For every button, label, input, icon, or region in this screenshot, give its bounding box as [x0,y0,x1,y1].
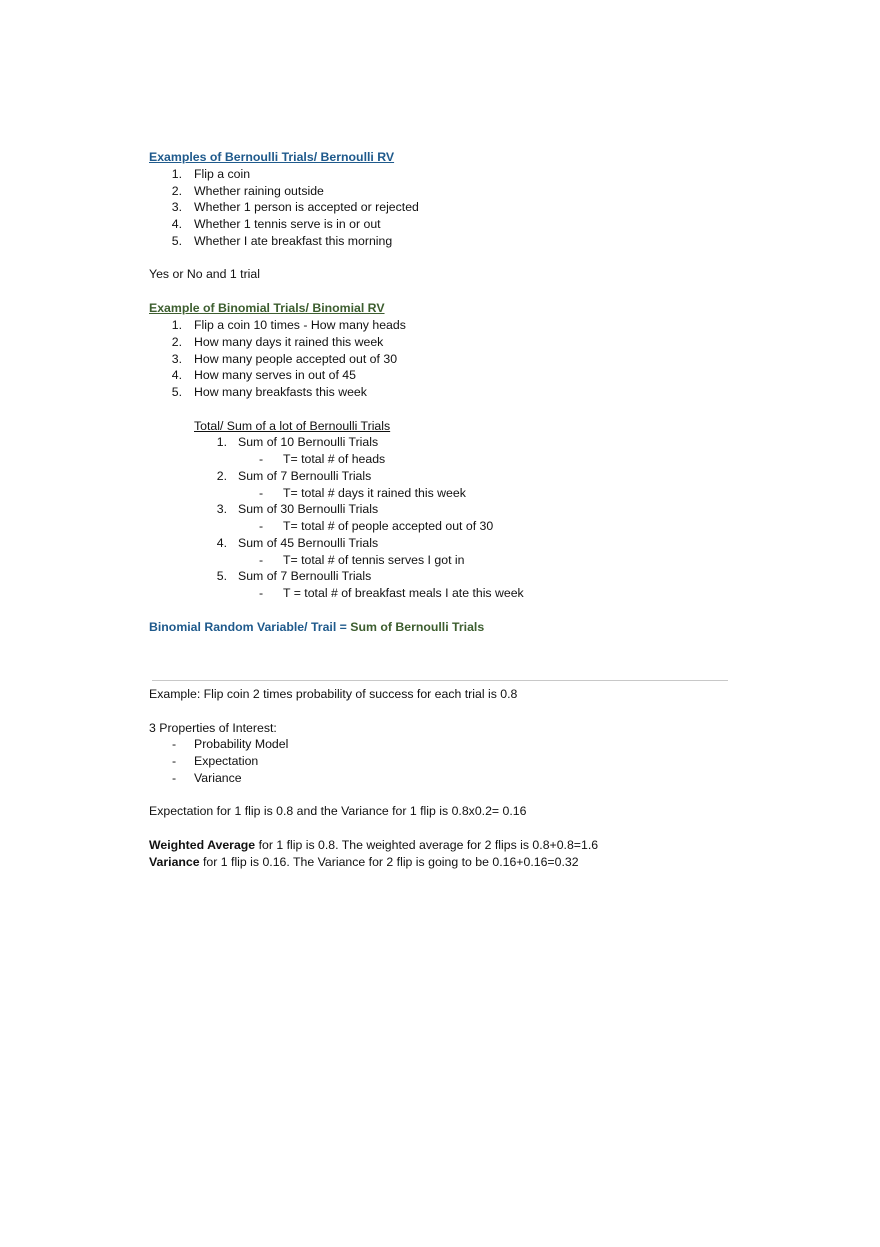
expectation-line: Expectation for 1 flip is 0.8 and the Variance for 1 flip is 0.8x0.2= 0.16 [149,804,527,818]
bernoulli-heading: Examples of Bernoulli Trials/ Bernoulli RV [149,150,395,164]
list-number: 1. [171,318,182,332]
dash-bullet: - [259,586,264,600]
list-text: Sum of 30 Bernoulli Trials [238,502,379,516]
list-text: Probability Model [194,737,289,751]
binomial-heading: Example of Binomial Trials/ Binomial RV [149,301,385,315]
list-number: 3. [171,200,182,214]
detail-text: T= total # of heads [283,452,386,466]
list-number: 1. [216,435,227,449]
weighted-average-line [149,837,598,853]
list-text: Whether I ate breakfast this morning [194,234,393,248]
dash-bullet: - [259,553,264,567]
binomial-summary [149,619,484,635]
list-number: 2. [171,184,182,198]
list-number: 1. [171,167,182,181]
list-text: How many serves in out of 45 [194,368,356,382]
list-number: 4. [171,217,182,231]
summary-equals: = [336,620,351,634]
list-text: Sum of 45 Bernoulli Trials [238,536,379,550]
properties-heading: 3 Properties of Interest: [149,721,277,735]
list-text: Expectation [194,754,259,768]
list-number: 5. [216,569,227,583]
list-number: 4. [216,536,227,550]
dash-bullet: - [259,519,264,533]
list-number: 2. [171,335,182,349]
variance-line [149,854,579,870]
list-text: How many people accepted out of 30 [194,352,398,366]
detail-text: T = total # of breakfast meals I ate this week [283,586,524,600]
dash-bullet: - [259,486,264,500]
dash-bullet: - [259,452,264,466]
dash-bullet: - [172,754,177,768]
list-text: Whether 1 person is accepted or rejected [194,200,419,214]
list-text: How many days it rained this week [194,335,384,349]
list-text: Variance [194,771,242,785]
sum-subheading: Total/ Sum of a lot of Bernoulli Trials [194,419,391,433]
detail-text: T= total # days it rained this week [283,486,466,500]
list-text: Whether raining outside [194,184,324,198]
list-text: Whether 1 tennis serve is in or out [194,217,381,231]
summary-part1: Binomial Random Variable/ Trail [149,620,337,634]
list-text: Sum of 10 Bernoulli Trials [238,435,379,449]
list-text: Sum of 7 Bernoulli Trials [238,469,372,483]
detail-text: T= total # of tennis serves I got in [283,553,465,567]
horizontal-rule [152,680,728,681]
list-text: Sum of 7 Bernoulli Trials [238,569,372,583]
list-text: How many breakfasts this week [194,385,367,399]
list-number: 2. [216,469,227,483]
list-number: 4. [171,368,182,382]
list-text: Flip a coin [194,167,251,181]
list-number: 3. [171,352,182,366]
weighted-average-text: for 1 flip is 0.8. The weighted average for 2 flips is 0.8+0.8=1.6 [255,838,599,852]
list-number: 5. [171,234,182,248]
variance-text: for 1 flip is 0.16. The Variance for 2 flip is going to be 0.16+0.16=0.32 [199,855,579,869]
weighted-average-label: Weighted Average [149,838,256,852]
list-number: 3. [216,502,227,516]
bernoulli-note: Yes or No and 1 trial [149,267,260,281]
example-line: Example: Flip coin 2 times probability of success for each trial is 0.8 [149,687,518,701]
list-text: Flip a coin 10 times - How many heads [194,318,406,332]
summary-part2: Sum of Bernoulli Trials [350,620,485,634]
dash-bullet: - [172,771,177,785]
variance-label: Variance [149,855,200,869]
detail-text: T= total # of people accepted out of 30 [283,519,494,533]
dash-bullet: - [172,737,177,751]
list-number: 5. [171,385,182,399]
